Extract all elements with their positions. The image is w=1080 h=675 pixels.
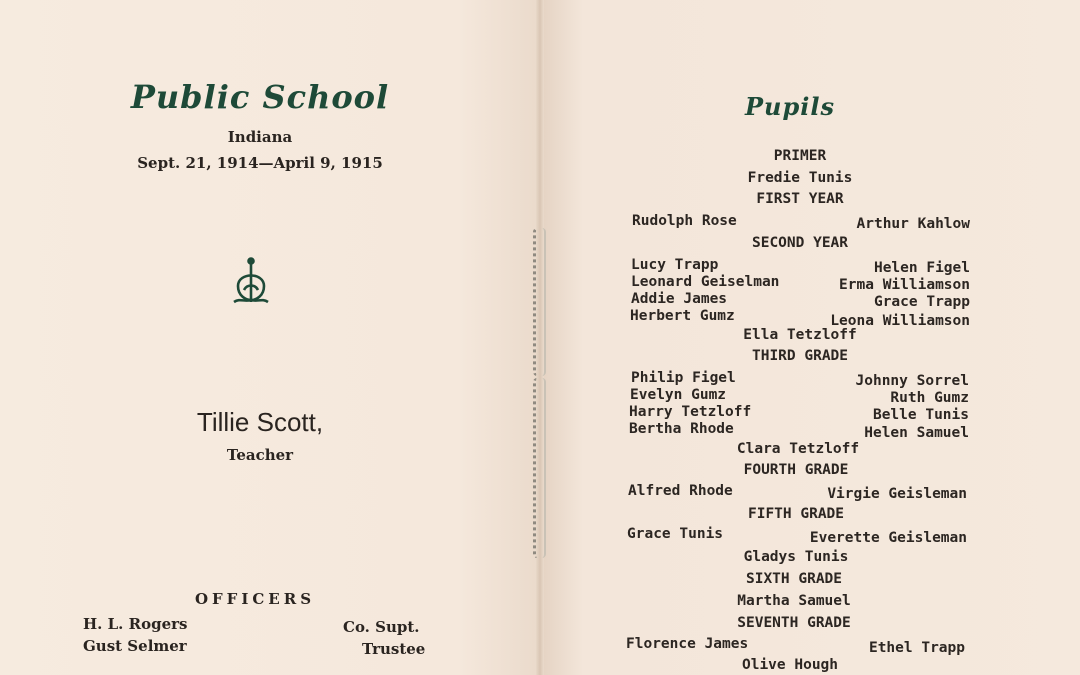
pupil-name: Everette Geisleman bbox=[809, 530, 967, 546]
school-state: Indiana bbox=[227, 128, 293, 146]
pupil-name: Helen Figel bbox=[873, 260, 970, 276]
pupil-name: Erma Williamson bbox=[839, 277, 970, 293]
officer-name: Gust Selmer bbox=[83, 637, 187, 655]
officer-role: Trustee bbox=[362, 640, 426, 658]
pupil-name: Belle Tunis bbox=[872, 407, 969, 423]
pupil-name: Martha Samuel bbox=[737, 593, 851, 609]
pupil-name: Arthur Kahlow bbox=[856, 216, 970, 232]
pupil-name: Ella Tetzloff bbox=[743, 327, 857, 343]
pupil-name: Lucy Trapp bbox=[631, 257, 719, 273]
pupil-name: Addie James bbox=[631, 291, 728, 307]
pupil-name: Gladys Tunis bbox=[743, 549, 849, 565]
officers-heading: OFFICERS bbox=[194, 590, 316, 608]
ornamental-monogram-icon bbox=[230, 256, 272, 308]
grade-heading-sixth-grade: SIXTH GRADE bbox=[745, 571, 843, 587]
pupil-name: Rudolph Rose bbox=[632, 213, 737, 229]
teacher-name: Tillie Scott, bbox=[196, 407, 324, 437]
pupil-name: Bertha Rhode bbox=[629, 421, 734, 437]
pupil-name: Clara Tetzloff bbox=[736, 441, 860, 457]
pupil-name: Ruth Gumz bbox=[890, 390, 969, 406]
pupil-name: Grace Tunis bbox=[627, 526, 724, 542]
grade-heading-third-grade: THIRD GRADE bbox=[751, 348, 849, 364]
pupil-name: Evelyn Gumz bbox=[630, 387, 727, 403]
pupil-name: Johnny Sorrel bbox=[855, 373, 969, 389]
pupils-title: Pupils bbox=[744, 92, 836, 121]
pupil-name: Leona Williamson bbox=[830, 313, 970, 329]
school-term-dates: Sept. 21, 1914—April 9, 1915 bbox=[137, 154, 383, 172]
pupil-name: Olive Hough bbox=[741, 657, 839, 673]
officer-name: H. L. Rogers bbox=[83, 615, 188, 633]
pupil-name: Herbert Gumz bbox=[630, 308, 735, 324]
pupil-name: Leonard Geiselman bbox=[631, 274, 780, 290]
pupil-name: Philip Figel bbox=[631, 370, 736, 386]
binding-stitch bbox=[533, 378, 546, 558]
pupil-name: Florence James bbox=[626, 636, 749, 652]
grade-heading-seventh-grade: SEVENTH GRADE bbox=[737, 615, 851, 631]
pupil-name: Harry Tetzloff bbox=[629, 404, 752, 420]
grade-heading-second-year: SECOND YEAR bbox=[751, 235, 849, 251]
teacher-role: Teacher bbox=[226, 446, 294, 464]
school-title: Public School bbox=[130, 78, 390, 116]
pupil-name: Ethel Trapp bbox=[868, 640, 965, 656]
pupil-name: Helen Samuel bbox=[864, 425, 969, 441]
grade-heading-primer: PRIMER bbox=[773, 148, 827, 164]
pupil-name: Fredie Tunis bbox=[747, 170, 853, 186]
grade-heading-fourth-grade: FOURTH GRADE bbox=[743, 462, 849, 478]
officer-role: Co. Supt. bbox=[343, 618, 420, 636]
pupil-name: Virgie Geisleman bbox=[827, 486, 967, 502]
binding-stitch bbox=[533, 228, 546, 376]
grade-heading-first-year: FIRST YEAR bbox=[756, 191, 844, 207]
pupil-name: Alfred Rhode bbox=[628, 483, 733, 499]
grade-heading-fifth-grade: FIFTH GRADE bbox=[747, 506, 845, 522]
pupil-name: Grace Trapp bbox=[873, 294, 970, 310]
